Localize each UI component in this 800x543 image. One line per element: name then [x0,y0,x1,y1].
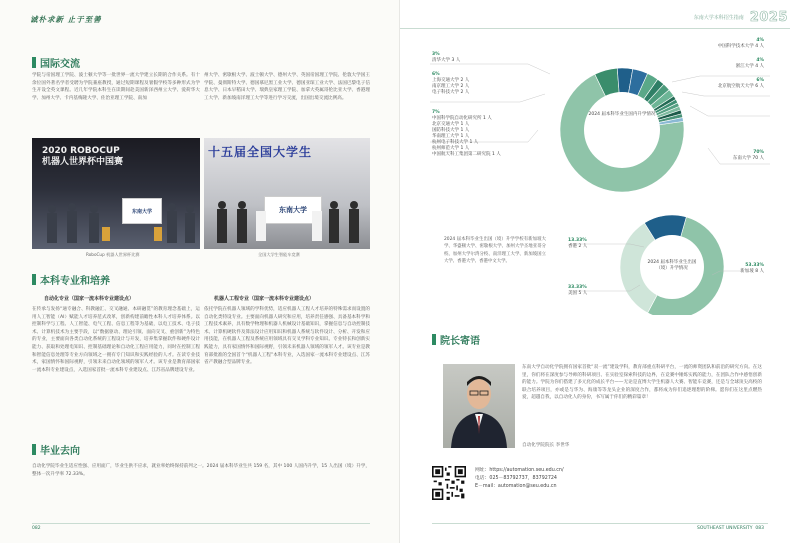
count-ustc: 4 人 [755,44,764,49]
footer-rule [32,523,370,524]
name-sg: 新加坡 [740,269,754,274]
name-ustc: 中国科学技术大学 [717,44,754,49]
major-robotics-text: 依托学院在机器人领域的学科优势，适应机器人工程人才培养的特殊需求而设置的自动化类特设专业。主要面向机器人研究和应用，培养责任感强、具备基本科学和工程技术素养，具有数学物理和机器人机械设计基础知识，掌握信息与自动控制技术、计算机硬软件及算法设计应用知识和机器人系统与软件设计、分析、开发和应用技能，在机器人工程及系统应用领域具有交叉学科专业知识、专业特长和创新实践能力，具有家国情怀和国际视野，引领未来机器人领域的领军人才。该专业是教育部批准的全国首个“机器人工程”本科专业，入选国家一流本科专业建设点、江苏省产教融合型品牌专业。 [204,307,370,366]
contact-phone: 电话：025－83792737，83792724 [475,476,557,481]
major-robotics-title: 机器人工程专业（国家一流本科专业建设点） [214,296,315,302]
domestic-pie-hole [584,92,660,168]
contact-web[interactable]: 网址：https://automation.seu.edu.cn/ [475,468,564,473]
abroad-pie-center-label: 2024 届本科毕业生出国（境）升学情况 [647,260,697,271]
dean-portrait-icon [443,364,515,448]
major-automation-text: 在传承与发扬“通专融合、科教融汇、交叉融通、本研融贯”的教育理念基础上，运用人工智能（AI）赋能人才培养范式改革，创新构建前瞻性本科人才培养体系。以控制科学与工程、人工智能、电气工程、信息工程等为基础，以电工技术、电子技术、计算机技术为主要手段，以“数据驱动、理论引领、面向交叉、重创新”为特色的专业，主要面向各类自动化系统的工程设计与开发，培养集掌握软件和硬件设计能力、获取和处理电知识、控制基础理论和自动化工程应用能力，同时在控制工程和智能信息处理等专业方向领域之一拥有专门知识和实践经验的人才。在读专业技术，家国情怀和国际视野，引领未来自动化领域的领军人才。该专业是教育部国家一流本科专业建设点，入选国家首批一流本科专业建设点、江苏省品牌建设专业。 [32,307,200,373]
banner-line-2: 机器人世界杯中国赛 [42,157,124,167]
name-nudt: 国防科技大学 [432,128,459,133]
section-title: 毕业去向 [40,446,80,457]
section-bar [32,444,36,455]
name-casia: 中国科学院自动化研究所 [432,116,482,121]
name-hk: 香港 [568,244,577,249]
name-buaa: 北京航空航天大学 [717,84,754,89]
section-bar [32,57,36,68]
count-uestc: 2 人 [460,90,470,95]
name-us: 美国 [568,291,577,296]
team-flag: 东南大学 [122,198,162,224]
smartcar-caption: 全国大学生智能车竞赛 [258,252,300,257]
count-zju: 4 人 [755,64,764,69]
guide-title: 东南大学本科招生指南 [693,15,744,21]
name-njust: 南京理工大学 [432,84,459,89]
qr-code-icon [432,466,466,500]
section-intl [32,55,80,70]
contact-block [475,467,564,491]
section-title: 本科专业和培养 [40,276,110,287]
section-bar [32,274,36,285]
contact-email[interactable]: E－mail：automation@seu.edu.cn [475,484,557,489]
dean-photo [443,364,515,448]
name-casic: 中国航天科工集团第二研究院 [432,152,491,157]
name-hdu: 杭州电子科技大学 [432,140,468,145]
pct-us: 33.33% [568,285,587,290]
pct-sg: 53.33% [745,263,764,268]
label-seu [733,150,764,162]
name-zju: 浙江大学 [735,64,754,69]
pct-buaa: 6% [756,78,764,83]
count-bjtu: 1 人 [460,122,470,127]
name-seu: 东南大学 [732,156,751,161]
count-sg: 8 人 [755,269,764,274]
pct-qinghua: 3% [432,52,440,57]
abroad-intro: 2024 届本科毕业生出国（境）升学学校有新加坡大学、华盛顿大学、密歇根大学、加州大学圣地亚哥分校、加州大学尔湾分校、南洋理工大学、新加坡国立大学、香港大学、香港中文大学。 [444,237,546,265]
label-zju [736,58,764,70]
leader-buaa [690,106,770,116]
footer-rule-right [432,523,768,524]
count-us: 5 人 [578,291,588,296]
count-hk: 2 人 [578,244,588,249]
robocup-banner [42,146,123,168]
team-people [32,197,200,249]
domestic-pie-center-label: 2024 届本科毕业生国内升学情况 [588,112,656,117]
footer-univ-name: SOUTHEAST UNIVERSITY [697,526,753,531]
career-text: 自动化学院毕业生适应性强、应用面广，毕业生供不应求，就业率始终保持前列之一。2024 届本科毕业生共 159 名，其中 100 人国内升学，15 人出国（境）升学，整体一次升学率 72.33%。 [32,464,370,477]
label-ustc [718,38,764,50]
running-head [694,10,788,25]
smartcar-photo [204,138,370,249]
page-number-right: 083 [755,526,764,531]
intl-para-1: 学院与帝国理工学院、波士顿大学等一批世界一流大学建立长期的合作关系。有十余位国外著名学者受聘为学院兼座教授，通过短期课程及暑假学校等多种形式为学生开设全英文课程。近几年学院本科生在读期间赴美国新泽西州立大学、爱荷华大学、加州大学、卡内基梅隆大学、佐治亚理工学院、南加 [32,73,200,101]
pct-group-seven: 7% [432,110,440,115]
count-qinghua: 3 人 [451,58,461,63]
count-casia: 1 人 [482,116,492,121]
students-people [204,197,370,249]
motto: 诚朴求新 止于至善 [30,15,102,24]
label-hk [568,238,587,250]
name-qinghua: 清华大学 [432,58,450,63]
count-seu: 70 人 [752,156,764,161]
smartcar-banner: 十五届全国大学生 [208,145,313,159]
name-uestc: 电子科技大学 [432,90,459,95]
section-career [32,442,80,457]
major-automation-title: 自动化专业（国家一流本科专业建设点） [44,296,135,302]
label-group-seven [432,110,501,158]
page-number-left: 082 [32,526,41,531]
count-hznu: 1 人 [460,146,470,151]
intl-para-2: 州大学、密歇根大学、波士顿大学、德州大学、英国帝国理工学院、伦敦大学国王学院、曼彻斯特大学、德国慕尼黑工业大学、德国亚琛工业大学、法国巴黎电子信息大学、日本早稻田大学、瑞典皇家理工学院、加拿大英属哥伦比亚大学、香港理工大学、新加坡南洋理工大学等进行学习交流，出国出境交流比例高。 [204,73,370,101]
count-scut: 1 人 [460,134,470,139]
header-rule [400,28,790,29]
pct-ustc: 4% [756,38,764,43]
label-sg [740,263,764,275]
name-scut: 华南理工大学 [432,134,459,139]
leader-zju [682,92,770,96]
label-group-six [432,72,469,96]
footer-university [697,526,764,531]
name-bjtu: 北京交通大学 [432,122,459,127]
pct-seu: 70% [753,150,764,155]
banner-line-1: 2020 ROBOCUP [42,146,120,156]
count-buaa: 6 人 [755,84,764,89]
robocup-photo [32,138,200,249]
name-sjtu: 上海交通大学 [432,78,459,83]
name-hznu: 杭州师范大学 [432,146,459,151]
label-us [568,285,587,297]
count-sjtu: 2 人 [460,78,470,83]
dean-message: 东南大学自动化学院拥有国家首批“双一流”建设学科，教育部重点科研平台，一流的师资团队和前沿的研究方向。在这里，你们将在深度参与导师的科研项目、在实验室探索科技的边界，在竞赛中锤炼实践的能力，在团队合作中感悟创新的能力。学院为你们搭建了多元化的成长平台——无论是直博大学生机器人大赛、智能车竞赛，还是与全球顶尖高校的联合培养项目，亦或是与华为、海康等等龙头企业的深度合作，都将成为你们追逐理想的阶梯。愿你们在这里点燃热爱，超越自我，以自动化人的身份，书写属于你们的精彩篇章！ [522,365,762,401]
count-hdu: 1 人 [469,140,479,145]
section-dean [432,332,480,347]
count-casic: 1 人 [491,152,501,157]
univ-flag: 东南大学 [264,196,322,224]
pct-group-six: 6% [432,72,440,77]
pct-hk: 13.33% [568,238,587,243]
section-title: 国际交流 [40,59,80,70]
dean-signature: 自动化学院院长 李世华 [522,443,570,448]
section-title: 院长寄语 [440,336,480,347]
pct-zju: 4% [756,58,764,63]
section-bar [432,334,436,345]
year-mark: 2025 [749,10,788,25]
label-qinghua [432,52,460,64]
section-majors [32,272,110,287]
robocup-caption: RoboCup 机器人世界杯比赛 [86,252,140,257]
count-njust: 2 人 [460,84,470,89]
count-nudt: 1 人 [460,128,470,133]
label-buaa [718,78,764,90]
